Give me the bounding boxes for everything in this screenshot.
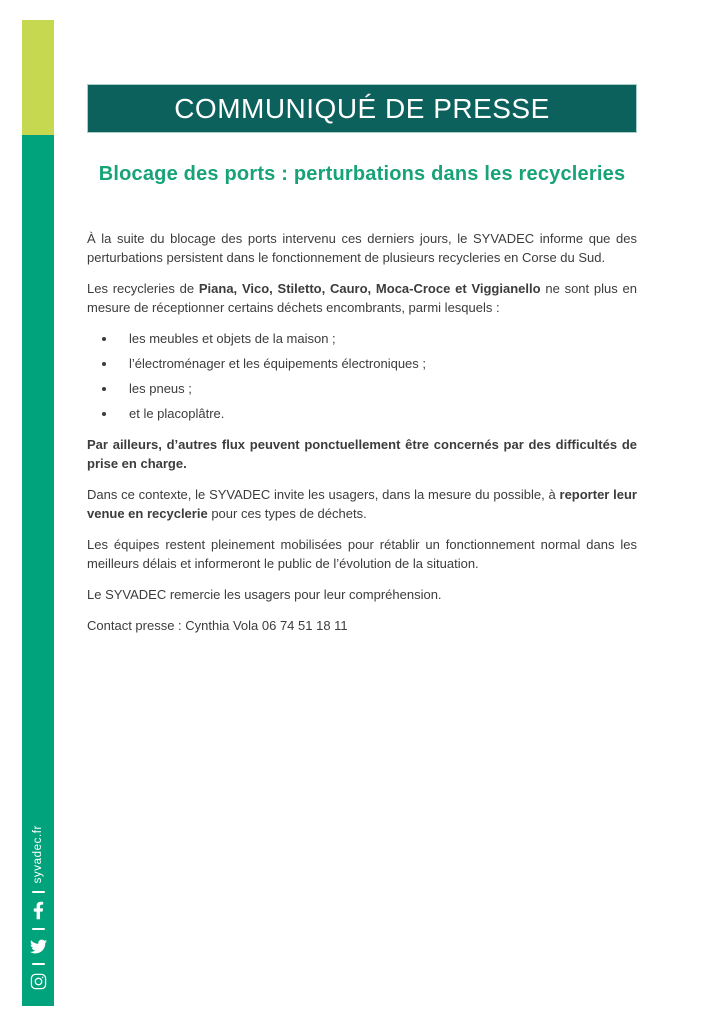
text-run-bold: Piana, Vico, Stiletto, Cauro, Moca-Croce et Viggianello xyxy=(198,281,541,296)
banner-title: COMMUNIQUÉ DE PRESSE xyxy=(174,92,550,124)
paragraph xyxy=(87,435,637,473)
press-release-banner xyxy=(87,84,637,133)
paragraph xyxy=(87,485,637,523)
text-run-bold: reporter leur venue en recyclerie xyxy=(87,487,637,521)
separator xyxy=(32,928,45,930)
twitter-icon[interactable] xyxy=(29,938,48,955)
bullet-item: • les meubles et objets de la maison ; xyxy=(117,329,637,348)
text-run: Dans ce contexte, le SYVADEC invite les usagers, dans la mesure du possible, à xyxy=(87,487,560,502)
sidebar-accent-bar xyxy=(22,20,54,1006)
website-label[interactable]: syvadec.fr xyxy=(32,824,44,883)
text-run: pour ces types de déchets. xyxy=(207,506,367,521)
paragraph xyxy=(87,279,637,317)
text-run: À la suite du blocage des ports intervenu ces derniers jours, le SYVADEC informe que des perturbations persistent dans le fonctionnement de plusieurs recycleries en Corse du Sud. xyxy=(87,231,637,265)
text-run: Les recycleries de xyxy=(87,281,199,296)
paragraph xyxy=(87,229,637,267)
text-run: Le SYVADEC remercie les usagers pour leur compréhension. xyxy=(87,587,442,602)
separator xyxy=(32,891,45,893)
facebook-icon[interactable] xyxy=(33,901,44,920)
bullet-item: • et le placoplâtre. xyxy=(117,404,637,423)
page-title: Blocage des ports : perturbations dans les recycleries xyxy=(98,163,626,185)
text-run-bold: Par ailleurs, d’autres flux peuvent ponctuellement être concernés par des difficultés de prise en charge. xyxy=(87,437,637,471)
document-content xyxy=(87,84,637,647)
sidebar-yellow-segment xyxy=(22,20,54,135)
bullet-item: • les pneus ; xyxy=(117,379,637,398)
bullet-list xyxy=(87,329,637,423)
paragraph xyxy=(87,585,637,604)
document-body xyxy=(87,229,637,635)
text-run: Les équipes restent pleinement mobilisées pour rétablir un fonctionnement normal dans les meilleurs délais et informeront le public de l’évolution de la situation. xyxy=(87,537,637,571)
paragraph xyxy=(87,535,637,573)
bullet-item: • l’électroménager et les équipements électroniques ; xyxy=(117,354,637,373)
separator xyxy=(32,963,45,965)
text-run: ne sont plus en mesure de réceptionner certains déchets encombrants, parmi lesquels : xyxy=(87,281,637,315)
paragraph xyxy=(87,616,637,635)
sidebar-social-block xyxy=(22,825,54,990)
text-run: Contact presse : Cynthia Vola 06 74 51 18 11 xyxy=(87,618,348,633)
instagram-icon[interactable] xyxy=(30,973,47,990)
